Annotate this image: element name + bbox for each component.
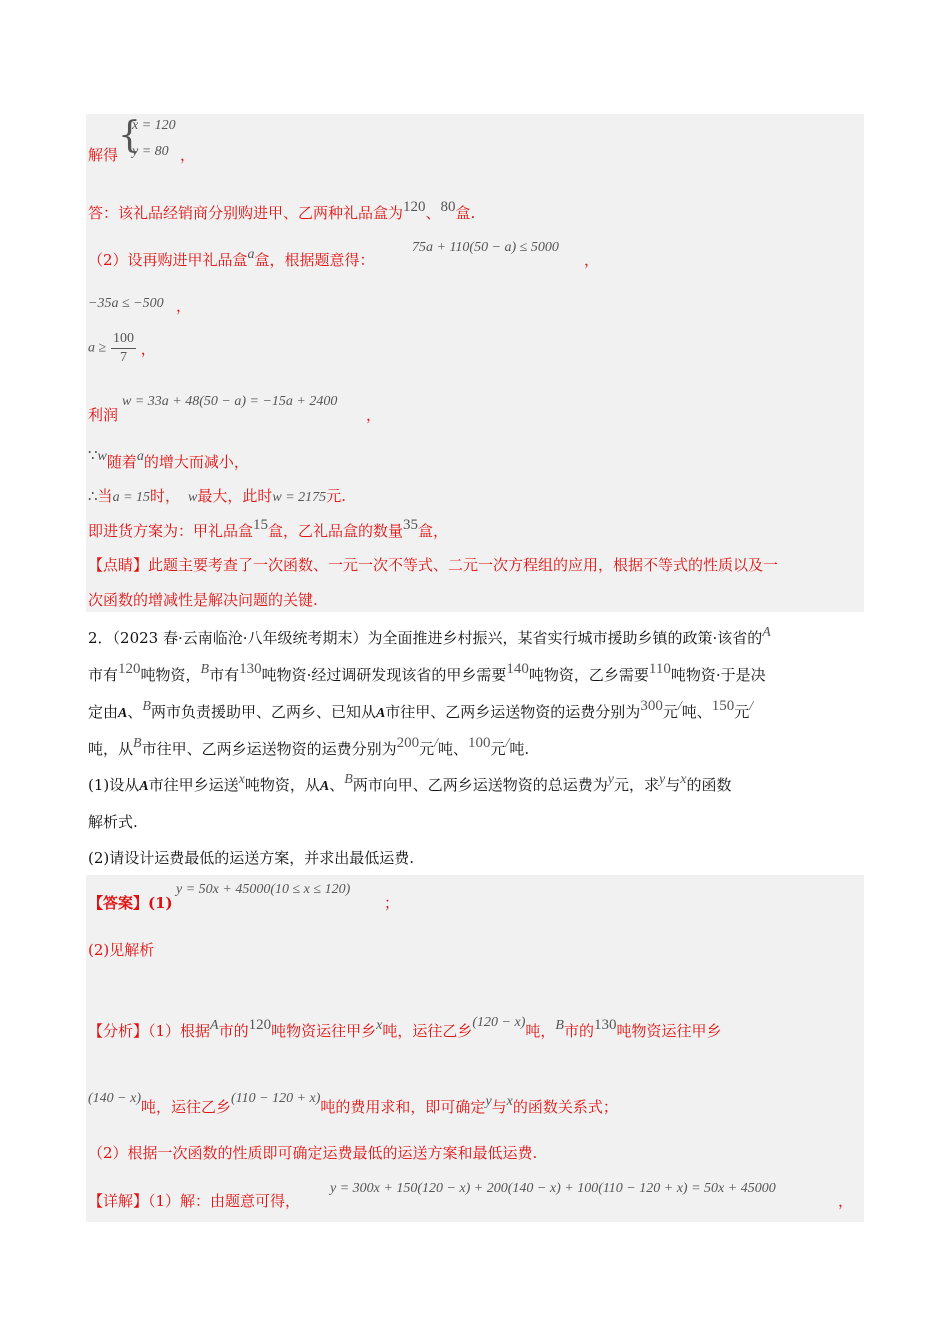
because-line: ∵w随着a的增大而减小， — [88, 448, 249, 471]
question2-line1: 2．（2023 春·云南临沧·八年级统考期末）为全面推进乡村振兴，某省实行城市援助乡镇的政策·该省的A — [88, 625, 771, 647]
inequality-2: a ≥ $\frac{100}{7}$ ， — [88, 331, 156, 365]
comment-line-2: 次函数的增减性是解决问题的关键. — [88, 591, 318, 609]
part2-line: （2）设再购进甲礼品盒a盒，根据题意得： — [88, 247, 375, 269]
answer-line: 答：该礼品经销商分别购进甲、乙两种礼品盒为120、80盒. — [88, 199, 476, 222]
profit-equation: w = 33a + 48(50 − a) = −15a + 2400 — [122, 394, 338, 409]
comment-line-1: 【点睛】此题主要考查了一次函数、一元一次不等式、二元一次方程组的应用，根据不等式的性质以及一 — [88, 556, 779, 574]
inequality-1-tail: ， — [176, 297, 192, 315]
detail-tail: ， — [838, 1192, 854, 1210]
system-eq-y: y = 80 — [132, 144, 169, 159]
therefore-line: ∴当a = 15时， w最大，此时w = 2175元. — [88, 487, 346, 505]
part2-tail: ， — [584, 251, 600, 269]
profit-tail: ， — [366, 406, 382, 424]
question2-part1: (1)设从A市往甲乡运送x吨物资，从A、B两市向甲、乙两乡运送物资的总运费为y元，求y与x的函数 — [88, 772, 732, 794]
detail-label: 【详解】（1）解：由题意可得， — [88, 1192, 301, 1210]
analysis-line3: （2）根据一次函数的性质即可确定运费最低的运送方案和最低运费. — [88, 1144, 538, 1162]
inequality-1: −35a ≤ −500 — [88, 296, 164, 311]
answer-part2: (2)见解析 — [88, 941, 155, 959]
solution-block-2 — [86, 875, 864, 1222]
detail-equation: y = 300x + 150(120 − x) + 200(140 − x) + 100(110 − 120 + x) = 50x + 45000 — [330, 1181, 776, 1196]
answer-equation: y = 50x + 45000(10 ≤ x ≤ 120) — [176, 882, 351, 897]
answer-label: 【答案】(1) — [88, 894, 173, 912]
answer-tail: ； — [384, 894, 400, 912]
analysis-line2: (140 − x)吨，运往乙乡(110 − 120 + x)吨的费用求和，即可确定y与x的函数关系式； — [88, 1091, 618, 1116]
plan-line: 即进货方案为：甲礼品盒15盒，乙礼品盒的数量35盒， — [88, 517, 449, 540]
system-eq-x: x = 120 — [132, 118, 176, 133]
system-brace: { — [118, 115, 141, 156]
part2-inequality: 75a + 110(50 − a) ≤ 5000 — [412, 240, 559, 255]
analysis-line1: 【分析】（1）根据A市的120吨物资运往甲乡x吨，运往乙乡(120 − x)吨，B市的130吨物资运往甲乡 — [88, 1015, 722, 1040]
question2-line2: 市有120吨物资，B市有130吨物资·经过调研发现该省的甲乡需要140吨物资，乙乡需要110吨物资·于是决 — [88, 661, 766, 684]
question2-part1-line2: 解析式. — [88, 813, 138, 831]
profit-label: 利润 — [88, 406, 119, 424]
solve-label: 解得 — [88, 146, 119, 164]
question2-line3: 定由A、B两市负责援助甲、乙两乡、已知从A市往甲、乙两乡运送物资的运费分别为300元/吨、150元/ — [88, 698, 754, 721]
solve-tail: ， — [180, 146, 196, 164]
question2-line4: 吨，从B市往甲、乙两乡运送物资的运费分别为200元/吨、100元/吨. — [88, 735, 530, 758]
question2-part2: (2)请设计运费最低的运送方案，并求出最低运费. — [88, 849, 415, 867]
